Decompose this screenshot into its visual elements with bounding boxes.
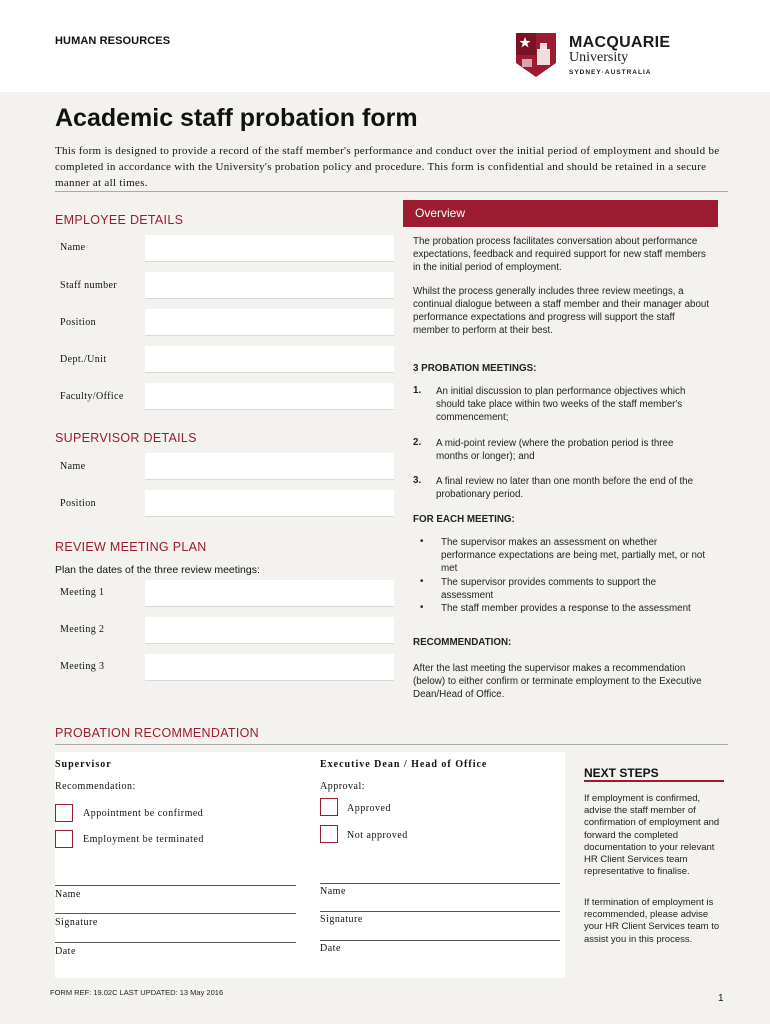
dean-column-title: Executive Dean / Head of Office	[320, 759, 488, 770]
staff-number-label: Staff number	[60, 280, 118, 291]
approval-label: Approval:	[320, 781, 366, 792]
supervisor-signature-line[interactable]	[55, 913, 296, 914]
overview-para-2: Whilst the process generally includes three review meetings, a continual dialogue between a staff member and their manager about performance expectations and progress will support the staff member to perform at their best.	[413, 286, 710, 336]
not-approved-option-label: Not approved	[347, 830, 408, 841]
meeting-3-label: Meeting 3	[60, 661, 105, 672]
supervisor-column-title: Supervisor	[55, 759, 112, 770]
supervisor-details-heading: SUPERVISOR DETAILS	[55, 431, 197, 445]
each-meeting-item: The supervisor provides comments to support the assessment	[441, 577, 657, 601]
divider	[55, 744, 728, 745]
recommendation-label: Recommendation:	[55, 781, 136, 792]
review-plan-note: Plan the dates of the three review meetings:	[55, 564, 260, 576]
supervisor-position-input[interactable]	[145, 490, 394, 517]
probation-heading: PROBATION RECOMMENDATION	[55, 726, 259, 740]
terminate-checkbox[interactable]	[55, 830, 73, 848]
employee-details-heading: EMPLOYEE DETAILS	[55, 213, 184, 227]
dean-sign-name-label: Name	[320, 886, 346, 897]
recommendation-heading: RECOMMENDATION:	[413, 637, 512, 648]
overview-heading: Overview	[403, 200, 718, 227]
dept-unit-label: Dept./Unit	[60, 354, 107, 365]
bullet-icon: •	[420, 576, 424, 587]
supervisor-signature-label: Signature	[55, 917, 98, 928]
divider	[55, 191, 728, 192]
supervisor-name-label: Name	[60, 461, 86, 472]
supervisor-date-line[interactable]	[55, 942, 296, 943]
meeting-number: 1.	[413, 385, 422, 396]
meeting-2-label: Meeting 2	[60, 624, 105, 635]
meeting-1-input[interactable]	[145, 580, 394, 607]
recommendation-panel	[55, 752, 565, 978]
faculty-office-input[interactable]	[145, 383, 394, 410]
supervisor-name-input[interactable]	[145, 453, 394, 480]
supervisor-position-label: Position	[60, 498, 96, 509]
each-meeting-item: The supervisor makes an assessment on whether performance expectations are being met, partially met, or not met	[441, 537, 706, 574]
each-meeting-heading: FOR EACH MEETING:	[413, 514, 515, 525]
confirm-option-label: Appointment be confirmed	[83, 808, 204, 819]
supervisor-sign-name-label: Name	[55, 889, 81, 900]
each-meeting-item: The staff member provides a response to the assessment	[441, 603, 691, 614]
staff-number-input[interactable]	[145, 272, 394, 299]
next-steps-para-2: If termination of employment is recommended, please advise your HR Client Services team to assist you in this process.	[584, 897, 720, 945]
dean-date-line[interactable]	[320, 940, 560, 941]
next-steps-para-1: If employment is confirmed, advise the staff member of confirmation of employment and forward the completed documentation to your relevant HR Client Services team representative to finalise.	[584, 793, 720, 878]
supervisor-date-label: Date	[55, 946, 76, 957]
confirm-checkbox[interactable]	[55, 804, 73, 822]
approved-option-label: Approved	[347, 803, 391, 814]
next-steps-rule	[584, 780, 724, 782]
meeting-text: An initial discussion to plan performance objectives which should take place within two weeks of the staff member's commencement;	[436, 386, 686, 423]
meeting-number: 3.	[413, 475, 422, 486]
bullet-icon: •	[420, 536, 424, 547]
supervisor-name-line[interactable]	[55, 885, 296, 886]
dean-name-line[interactable]	[320, 883, 560, 884]
meetings-heading: 3 PROBATION MEETINGS:	[413, 363, 537, 374]
dept-unit-input[interactable]	[145, 346, 394, 373]
meeting-text: A final review no later than one month before the end of the probationary period.	[436, 476, 694, 500]
page-number: 1	[718, 993, 724, 1004]
position-input[interactable]	[145, 309, 394, 336]
logo-location: SYDNEY·AUSTRALIA	[569, 69, 652, 76]
position-label: Position	[60, 317, 96, 328]
logo-name: MACQUARIE	[569, 34, 671, 51]
meeting-text: A mid-point review (where the probation period is three months or longer); and	[436, 438, 674, 462]
department-label: HUMAN RESOURCES	[55, 35, 171, 47]
faculty-office-label: Faculty/Office	[60, 391, 124, 402]
employee-name-input[interactable]	[145, 235, 394, 262]
meeting-1-label: Meeting 1	[60, 587, 105, 598]
not-approved-checkbox[interactable]	[320, 825, 338, 843]
university-logo	[514, 31, 694, 81]
overview-para-1: The probation process facilitates conversation about performance expectations, feedback and required support for new staff members in the initial period of employment.	[413, 236, 706, 273]
meeting-3-input[interactable]	[145, 654, 394, 681]
form-reference: FORM REF: 19.02C LAST UPDATED: 13 May 2016	[50, 988, 224, 997]
dean-signature-label: Signature	[320, 914, 363, 925]
bullet-icon: •	[420, 602, 424, 613]
logo-sub: University	[569, 50, 629, 65]
page-title: Academic staff probation form	[55, 104, 418, 132]
employee-name-label: Name	[60, 242, 86, 253]
page-header	[0, 0, 770, 92]
next-steps-title: NEXT STEPS	[584, 766, 659, 780]
meeting-2-input[interactable]	[145, 617, 394, 644]
recommendation-text: After the last meeting the supervisor makes a recommendation (below) to either confirm or terminate employment to the Executive Dean/Head of Office.	[413, 663, 702, 700]
logo-crest-icon	[514, 31, 558, 79]
terminate-option-label: Employment be terminated	[83, 834, 204, 845]
review-plan-heading: REVIEW MEETING PLAN	[55, 540, 207, 554]
dean-signature-line[interactable]	[320, 911, 560, 912]
dean-date-label: Date	[320, 943, 341, 954]
meeting-number: 2.	[413, 437, 422, 448]
intro-text: This form is designed to provide a record of the staff member's performance and conduct over the initial period of employment and should be completed in accordance with the University's probation policy and procedure. This form is confidential and should be retained in a secure manner at all times.	[55, 145, 720, 189]
approved-checkbox[interactable]	[320, 798, 338, 816]
